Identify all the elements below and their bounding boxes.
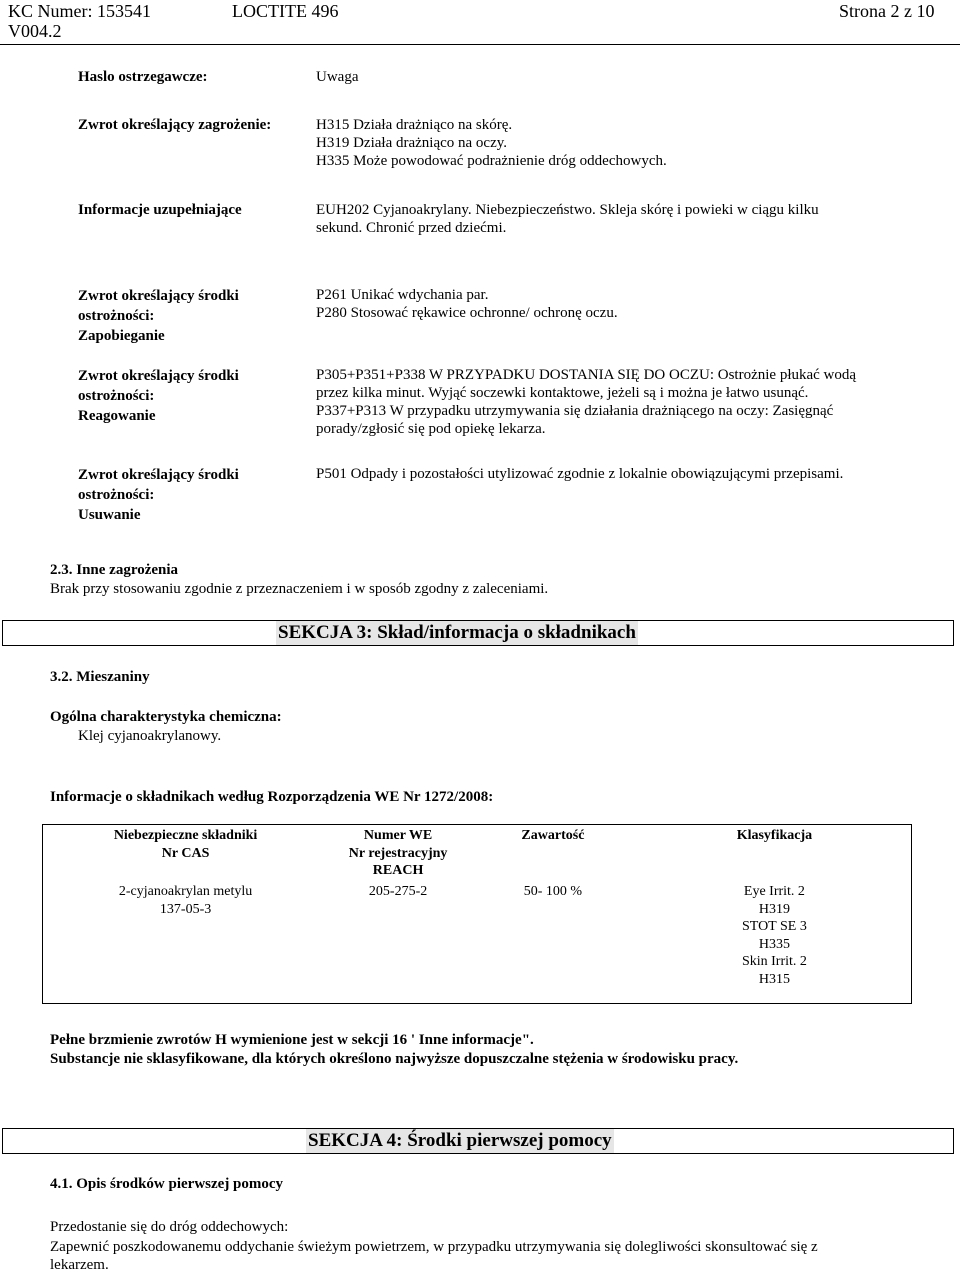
inhalation-label: Przedostanie się do dróg oddechowych:: [50, 1219, 289, 1235]
section-4-title: SEKCJA 4: Środki pierwszej pomocy: [308, 1130, 612, 1151]
prevention-label: Zwrot określający środki ostrożności: Zapobieganie: [78, 288, 239, 344]
cell-component-name: 2-cyjanoakrylan metylu 137-05-3: [118, 884, 253, 917]
section-2-3-title: 2.3. Inne zagrożenia: [50, 562, 179, 578]
hazard-line: H319 Działa drażniąco na oczy.: [316, 135, 508, 151]
cell-ec-number: 205-275-2: [368, 884, 428, 899]
disposal-text: [316, 465, 843, 483]
chemical-characteristics-label: Ogólna charakterystyka chemiczna:: [50, 709, 282, 725]
table-row: [43, 883, 912, 1004]
supplementary-label: Informacje uzupełniające: [78, 202, 242, 218]
response-line: porady/zgłosić się pod opiekę lekarza.: [316, 421, 546, 437]
disposal-line: P501 Odpady i pozostałości utylizować zgodnie z lokalnie obowiązującymi przepisami.: [316, 466, 844, 482]
section-3-2-title: 3.2. Mieszaniny: [50, 669, 150, 685]
inhalation-line: Zapewnić poszkodowanemu oddychanie świeżym powietrzem, w przypadku utrzymywania się dolegliwości skonsultować się z: [50, 1239, 818, 1255]
note-h-statements: Pełne brzmienie zwrotów H wymienione jest w sekcji 16 ' Inne informacje".: [50, 1032, 534, 1048]
supplementary-line: sekund. Chronić przed dziećmi.: [316, 220, 507, 236]
response-line: P305+P351+P338 W PRZYPADKU DOSTANIA SIĘ DO OCZU: Ostrożnie płukać wodą: [316, 367, 857, 383]
response-label: Zwrot określający środki ostrożności: Reagowanie: [78, 368, 239, 424]
header-classification: Klasyfikacja: [736, 828, 813, 843]
signal-word-label: Haslo ostrzegawcze:: [78, 69, 208, 85]
supplementary-line: EUH202 Cyjanoakrylany. Niebezpieczeństwo. Skleja skórę i powieki w ciągu kilku: [316, 202, 819, 218]
table-header-row: [43, 825, 912, 884]
note-unclassified-substances: Substancje nie sklasyfikowane, dla których określono najwyższe dopuszczalne stężenia w środowisku pracy.: [50, 1051, 739, 1067]
header-rule: [0, 44, 960, 45]
disposal-label: Zwrot określający środki ostrożności: Usuwanie: [78, 467, 239, 523]
header-hazardous-components: Niebezpieczne składniki Nr CAS: [113, 828, 258, 861]
inhalation-text: [50, 1238, 818, 1274]
chemical-characteristics-value: Klej cyjanoakrylanowy.: [78, 728, 222, 744]
cell-classification: Eye Irrit. 2 H319 STOT SE 3 H335 Skin Irrit. 2 H315: [741, 884, 807, 987]
header-content: Zawartość: [521, 828, 585, 843]
document-version: V004.2: [8, 21, 62, 41]
prevention-text: [316, 286, 618, 322]
header-ec-number: Numer WE Nr rejestracyjny REACH: [348, 828, 448, 878]
prevention-line: P261 Unikać wdychania par.: [316, 287, 489, 303]
hazard-line: H315 Działa drażniąco na skórę.: [316, 117, 513, 133]
section-2-3-text: Brak przy stosowaniu zgodnie z przeznaczeniem i w sposób zgodny z zaleceniami.: [50, 581, 549, 597]
page-number: Strona 2 z 10: [839, 1, 935, 21]
components-info-title: Informacje o składnikach według Rozporządzenia WE Nr 1272/2008:: [50, 789, 494, 805]
supplementary-text: [316, 201, 819, 237]
response-text: [316, 366, 856, 438]
hazard-statement-label: Zwrot określający zagrożenie:: [78, 117, 272, 133]
response-line: P337+P313 W przypadku utrzymywania się działania drażniącego na oczy: Zasięgnąć: [316, 403, 834, 419]
section-4-1-title: 4.1. Opis środków pierwszej pomocy: [50, 1176, 284, 1192]
document-id: KC Numer: 153541: [8, 1, 151, 21]
hazard-statement-list: [316, 116, 667, 170]
section-3-title: SEKCJA 3: Skład/informacja o składnikach: [278, 622, 636, 643]
product-name: LOCTITE 496: [232, 1, 339, 21]
components-table: [42, 824, 912, 1004]
cell-content: 50- 100 %: [523, 884, 583, 899]
inhalation-line: lekarzem.: [50, 1257, 109, 1273]
prevention-line: P280 Stosować rękawice ochronne/ ochronę oczu.: [316, 305, 618, 321]
response-line: przez kilka minut. Wyjąć soczewki kontaktowe, jeżeli są i można je łatwo usunąć.: [316, 385, 809, 401]
hazard-line: H335 Może powodować podrażnienie dróg oddechowych.: [316, 153, 667, 169]
signal-word-value: Uwaga: [316, 69, 359, 85]
